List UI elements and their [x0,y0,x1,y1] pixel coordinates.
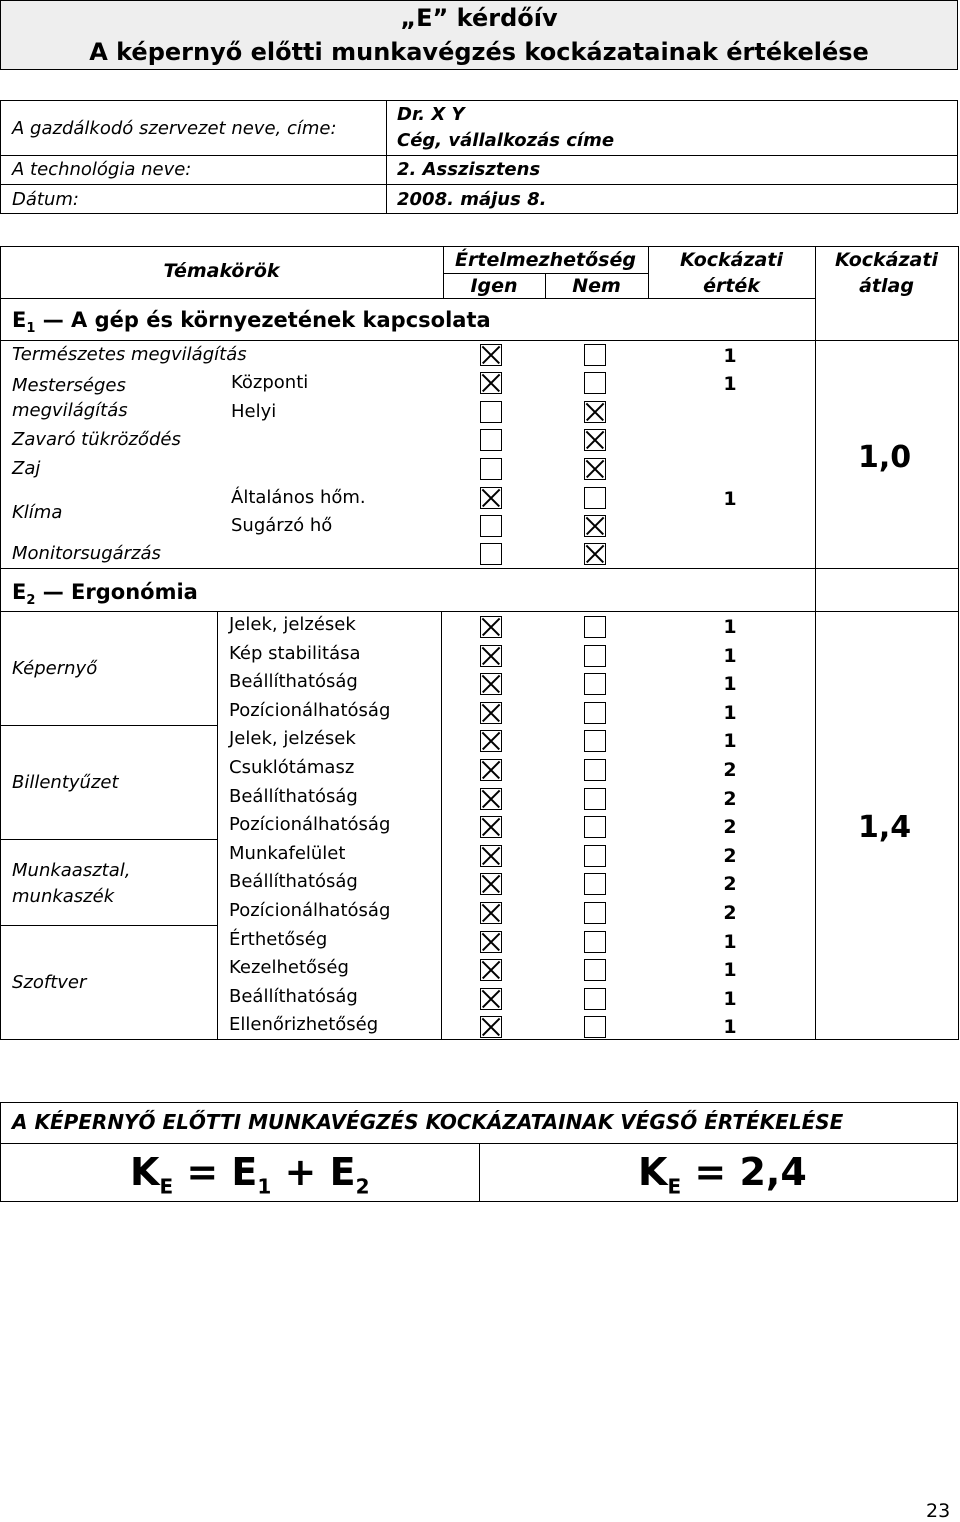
e2-group-screen: Képernyő [12,658,98,679]
checkbox-yes-checked[interactable] [480,1016,502,1038]
checkbox-no[interactable] [584,344,606,366]
checkbox-no[interactable] [584,487,606,509]
e2-item-value: 2 [723,759,737,781]
e1-glare: Zavaró tükröződés [12,429,181,450]
checkbox-yes-checked[interactable] [480,372,502,394]
checkbox-yes-checked[interactable] [480,902,502,924]
date-value: 2008. május 8. [397,189,547,210]
e1-artificial-light-2: megvilágítás [12,400,128,421]
title-line-1: „E” kérdőív [400,4,558,32]
checkbox-yes-checked[interactable] [480,873,502,895]
e2-item-value: 2 [723,788,737,810]
e2-item-value: 1 [723,616,737,638]
title-line-2: A képernyő előtti munkavégzés kockázatainak értékelése [89,38,869,66]
checkbox-no[interactable] [584,730,606,752]
e1-sub-radiant-heat: Sugárzó hő [231,515,333,536]
e2-item-label: Kép stabilitása [229,643,361,664]
checkbox-yes[interactable] [480,401,502,423]
table-vline [0,246,1,1040]
org-address: Cég, vállalkozás címe [397,130,615,151]
checkbox-no-checked[interactable] [584,515,606,537]
table-line [0,298,815,299]
table-vline [815,246,816,1040]
checkbox-no[interactable] [584,902,606,924]
checkbox-no-checked[interactable] [584,458,606,480]
e1-value: 1 [723,373,737,395]
e2-item-label: Pozícionálhatóság [229,900,391,921]
info-row-line [0,155,958,156]
risk-value-header-1: Kockázati [680,249,783,271]
risk-avg-header-2: átlag [859,275,914,297]
e2-item-value: 1 [723,959,737,981]
checkbox-yes-checked[interactable] [480,702,502,724]
final-result: $K_E = 2,4$ [638,1150,807,1199]
e2-item-value: 2 [723,845,737,867]
page-number: 23 [926,1500,951,1522]
e2-item-value: 1 [723,1016,737,1038]
checkbox-no[interactable] [584,931,606,953]
e2-item-label: Beállíthatóság [229,986,358,1007]
checkbox-no[interactable] [584,616,606,638]
e2-item-value: 1 [723,730,737,752]
table-line [0,725,217,726]
checkbox-yes-checked[interactable] [480,344,502,366]
e1-value: 1 [723,488,737,510]
e2-item-value: 1 [723,702,737,724]
checkbox-no-checked[interactable] [584,429,606,451]
no-header: Nem [572,275,621,297]
checkbox-yes[interactable] [480,515,502,537]
checkbox-no[interactable] [584,845,606,867]
e1-natural-light: Természetes megvilágítás [12,344,247,365]
checkbox-no[interactable] [584,788,606,810]
checkbox-no[interactable] [584,673,606,695]
e2-item-label: Pozícionálhatóság [229,700,391,721]
checkbox-yes-checked[interactable] [480,788,502,810]
checkbox-yes-checked[interactable] [480,645,502,667]
e2-item-value: 1 [723,931,737,953]
topics-header: Témakörök [163,260,280,282]
e1-value: 1 [723,345,737,367]
e2-item-label: Pozícionálhatóság [229,814,391,835]
e2-section-title: $E_2$ — Ergonómia [12,580,198,609]
e2-item-label: Jelek, jelzések [229,728,356,749]
checkbox-no[interactable] [584,959,606,981]
checkbox-yes-checked[interactable] [480,988,502,1010]
table-vline [441,611,442,1040]
e2-item-label: Beállíthatóság [229,786,358,807]
e2-item-label: Beállíthatóság [229,871,358,892]
org-name: Dr. X Y [397,104,465,125]
checkbox-no[interactable] [584,1016,606,1038]
checkbox-no-checked[interactable] [584,543,606,565]
e2-item-label: Jelek, jelzések [229,614,356,635]
checkbox-yes-checked[interactable] [480,816,502,838]
table-vline [217,611,218,1040]
checkbox-no[interactable] [584,816,606,838]
checkbox-no[interactable] [584,372,606,394]
checkbox-yes[interactable] [480,543,502,565]
table-vline [958,246,959,1040]
e1-sub-local: Helyi [231,401,277,422]
e1-sub-central: Központi [231,372,309,393]
checkbox-yes-checked[interactable] [480,845,502,867]
checkbox-yes[interactable] [480,458,502,480]
e1-section-title: $E_1$ — A gép és környezetének kapcsolata [12,308,491,337]
table-line [0,925,217,926]
e2-item-value: 2 [723,902,737,924]
yes-header: Igen [470,275,518,297]
checkbox-yes-checked[interactable] [480,759,502,781]
checkbox-yes[interactable] [480,429,502,451]
checkbox-yes-checked[interactable] [480,673,502,695]
tech-label: A technológia neve: [12,159,192,180]
final-heading: A KÉPERNYŐ ELŐTTI MUNKAVÉGZÉS KOCKÁZATAINAK VÉGSŐ ÉRTÉKELÉSE [12,1110,844,1134]
e2-group-desk-2: munkaszék [12,886,115,907]
checkbox-yes-checked[interactable] [480,616,502,638]
checkbox-no[interactable] [584,873,606,895]
risk-value-header-2: érték [703,275,760,297]
e2-item-value: 2 [723,816,737,838]
e2-item-value: 1 [723,645,737,667]
org-label: A gazdálkodó szervezet neve, címe: [12,118,337,139]
e1-sub-general-temp: Általános hőm. [231,487,366,508]
e1-average: 1,0 [858,440,912,475]
checkbox-yes-checked[interactable] [480,487,502,509]
e2-group-keyboard: Billentyűzet [12,772,119,793]
checkbox-no[interactable] [584,645,606,667]
info-row-line [0,184,958,185]
checkbox-no[interactable] [584,988,606,1010]
interpretability-header: Értelmezhetőség [455,249,636,271]
date-label: Dátum: [12,189,79,210]
e2-item-value: 1 [723,988,737,1010]
checkbox-yes-checked[interactable] [480,730,502,752]
e2-group-software: Szoftver [12,972,87,993]
checkbox-yes-checked[interactable] [480,959,502,981]
table-line [0,839,217,840]
checkbox-yes-checked[interactable] [480,931,502,953]
risk-avg-header-1: Kockázati [835,249,938,271]
e2-item-label: Ellenőrizhetőség [229,1014,379,1035]
e2-item-label: Beállíthatóság [229,671,358,692]
tech-value: 2. Asszisztens [397,159,541,180]
checkbox-no[interactable] [584,759,606,781]
checkbox-no-checked[interactable] [584,401,606,423]
final-divider [479,1143,480,1202]
e2-item-value: 1 [723,673,737,695]
title-box [0,0,958,70]
e1-monitor-radiation: Monitorsugárzás [12,543,161,564]
info-divider [386,100,387,214]
e2-item-label: Érthetőség [229,929,328,950]
e2-item-label: Munkafelület [229,843,346,864]
e2-average: 1,4 [858,810,912,845]
e2-item-label: Kezelhetőség [229,957,349,978]
final-formula: $K_E = E_1 + E_2$ [130,1150,370,1199]
e2-item-value: 2 [723,873,737,895]
e2-item-label: Csuklótámasz [229,757,355,778]
checkbox-no[interactable] [584,702,606,724]
e1-climate: Klíma [12,502,63,523]
e1-artificial-light-1: Mesterséges [12,375,126,396]
e1-noise: Zaj [12,458,41,479]
e2-group-desk-1: Munkaasztal, [12,860,131,881]
